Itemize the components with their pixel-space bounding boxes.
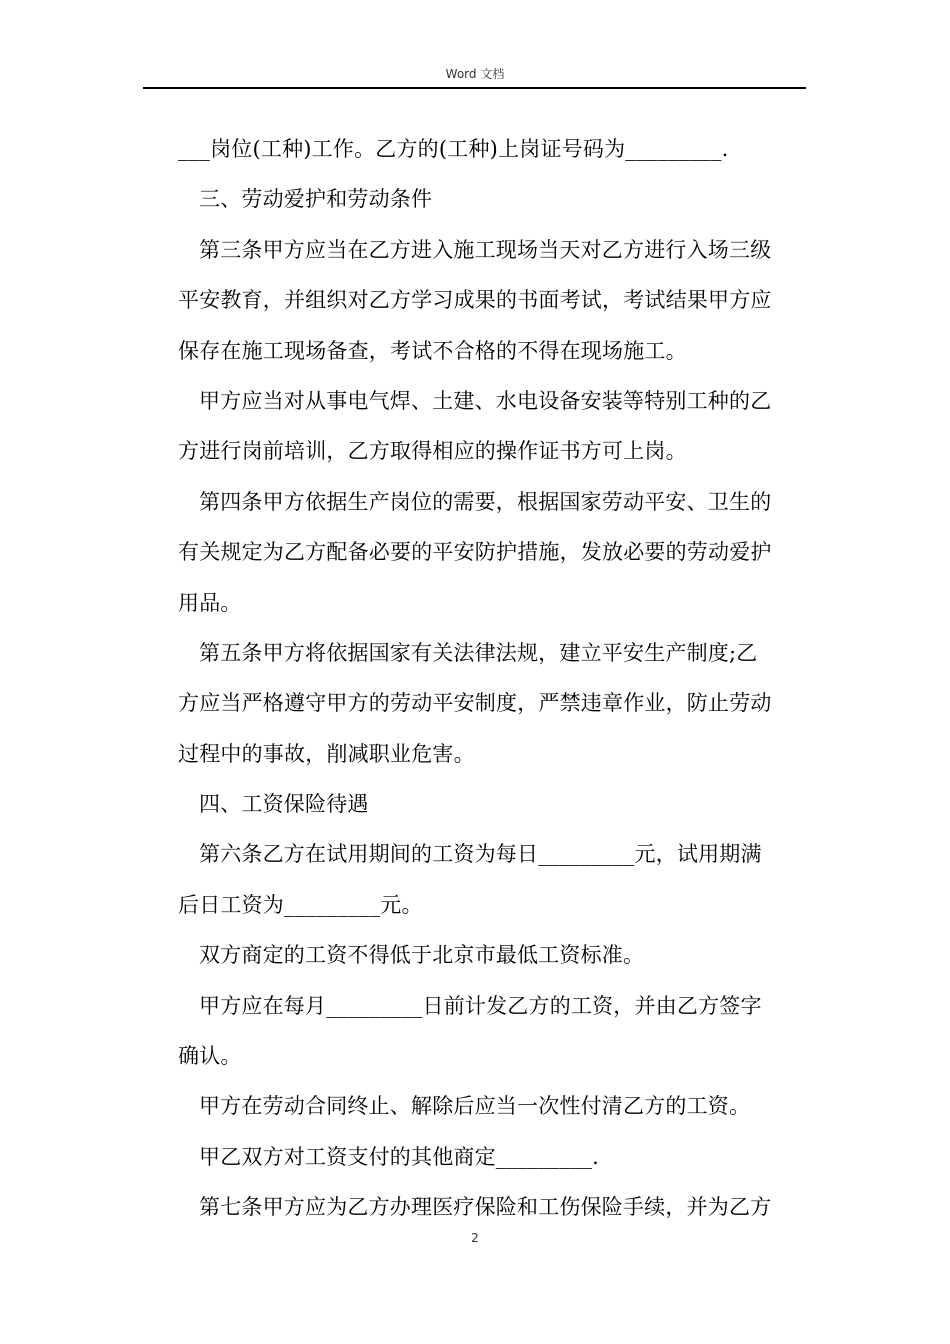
paragraph-line: 第六条乙方在试用期间的工资为每日_________元，试用期满 — [199, 842, 762, 867]
paragraph-line: 第三条甲方应当在乙方进入施工现场当天对乙方进行入场三级 — [199, 237, 772, 262]
paragraph-line: 有关规定为乙方配备必要的平安防护措施，发放必要的劳动爱护 — [178, 540, 772, 565]
document-header-title: Word 文档 — [445, 67, 505, 81]
paragraph-line: 第四条甲方依据生产岗位的需要，根据国家劳动平安、卫生的 — [199, 489, 772, 514]
text-line: ___岗位(工种)工作。乙方的(工种)上岗证号码为_________. — [178, 137, 729, 161]
paragraph-line: 方应当严格遵守甲方的劳动平安制度，严禁违章作业，防止劳动 — [178, 691, 772, 716]
paragraph-line: 甲方应当对从事电气焊、土建、水电设备安装等特别工种的乙 — [199, 388, 772, 413]
paragraph-line: 第七条甲方应为乙方办理医疗保险和工伤保险手续，并为乙方 — [199, 1195, 772, 1220]
paragraph-line: 后日工资为_________元。 — [178, 892, 423, 917]
paragraph-line: 保存在施工现场备查，考试不合格的不得在现场施工。 — [178, 338, 687, 363]
paragraph-line: 甲方在劳动合同终止、解除后应当一次性付清乙方的工资。 — [199, 1094, 751, 1119]
section-heading: 三、劳动爱护和劳动条件 — [199, 187, 433, 212]
paragraph-line: 确认。 — [178, 1044, 242, 1069]
page-number: 2 — [471, 1231, 479, 1245]
paragraph-line: 平安教育，并组织对乙方学习成果的书面考试，考试结果甲方应 — [178, 288, 772, 313]
paragraph-line: 甲乙双方对工资支付的其他商定_________. — [199, 1144, 599, 1169]
paragraph-line: 方进行岗前培训，乙方取得相应的操作证书方可上岗。 — [178, 439, 687, 464]
paragraph-line: 用品。 — [178, 590, 242, 615]
paragraph-line: 过程中的事故，削减职业危害。 — [178, 741, 475, 766]
paragraph-line: 双方商定的工资不得低于北京市最低工资标准。 — [199, 943, 645, 968]
header-divider — [143, 87, 806, 89]
section-heading: 四、工资保险待遇 — [199, 792, 369, 817]
paragraph-line: 第五条甲方将依据国家有关法律法规，建立平安生产制度;乙 — [199, 640, 758, 665]
document-body — [178, 124, 808, 1233]
paragraph-line: 甲方应在每月_________日前计发乙方的工资，并由乙方签字 — [199, 993, 762, 1018]
